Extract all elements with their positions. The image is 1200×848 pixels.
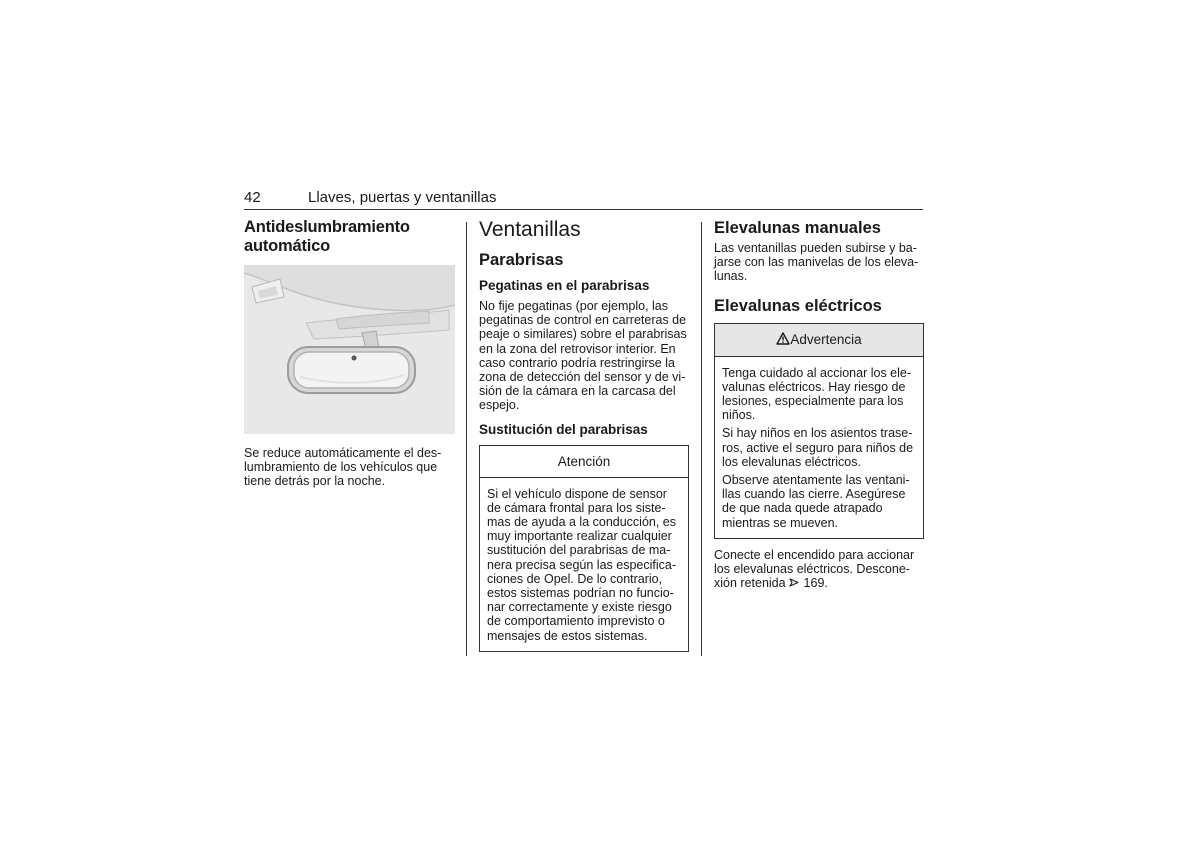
page-header [244,189,923,210]
page-reference-arrow-icon [789,577,800,591]
mirror-illustration-icon [244,265,455,434]
body-text: Conecte el encendido para accionar los elevalunas eléctricos. Desconexión retenida [714,547,915,591]
column-1 [244,218,456,489]
body-text: No fije pegatinas (por ejemplo, las pegatinas de control en carreteras de peaje o similares) sobre el parabrisas en la zona del retrovisor interior. En caso contrario podría restringirse la zona de detección del sensor y de visión de la cámara en la carcasa del espejo. [479,299,687,413]
column-3 [714,218,924,591]
warning-triangle-icon [776,325,790,357]
warning-text: Observe atentamente las ventanillas cuando las cierre. Asegúrese de que nada quede atrapado mientras se mueven. [722,473,910,530]
running-title: Llaves, puertas y ventanillas [308,189,497,206]
minor-heading-sustitucion: Sustitución del parabrisas [479,421,648,437]
warning-box [714,323,924,539]
column-2 [479,218,689,652]
heading-elevalunas-electricos: Elevalunas eléctricos [714,296,882,315]
warning-body [715,357,923,538]
page-number: 42 [244,189,261,206]
notice-body [480,478,688,651]
rearview-mirror-illustration [244,265,455,434]
chapter-title: Ventanillas [479,218,581,241]
page-reference[interactable]: 169. [803,576,828,591]
section-heading-antideslumbramiento: Antideslumbramiento automático [244,218,410,255]
warning-text: Tenga cuidado al accionar los elevalunas eléctricos. Hay riesgo de lesiones, especialmente para los niños. [722,365,912,423]
notice-title: Atención [480,446,688,478]
body-text-with-reference [714,548,924,592]
body-text: Se reduce automáticamente el deslumbramiento de los vehículos que tiene detrás por la noche. [244,446,442,489]
column-divider [466,222,467,656]
column-divider [701,222,702,656]
subheading-parabrisas: Parabrisas [479,251,564,269]
notice-box [479,445,689,652]
body-text: Las ventanillas pueden subirse y bajarse con las manivelas de los elevalunas. [714,241,919,284]
warning-title: Advertencia [790,331,862,347]
heading-elevalunas-manuales: Elevalunas manuales [714,219,881,237]
minor-heading-pegatinas: Pegatinas en el parabrisas [479,278,650,293]
notice-text: Si el vehículo dispone de sensor de cámara frontal para los sistemas de ayuda a la conducción, es muy importante realizar cualquier sustitución del parabrisas de manera precisa según las especificaciones de Opel. De lo contrario, estos sistemas podrían no funcionar correctamente y existe riesgo de comportamiento imprevisto o mensajes de estos sistemas. [487,486,677,643]
warning-header [715,324,923,357]
warning-text: Si hay niños en los asientos traseros, active el seguro para niños de los elevalunas eléctricos. [722,426,914,469]
